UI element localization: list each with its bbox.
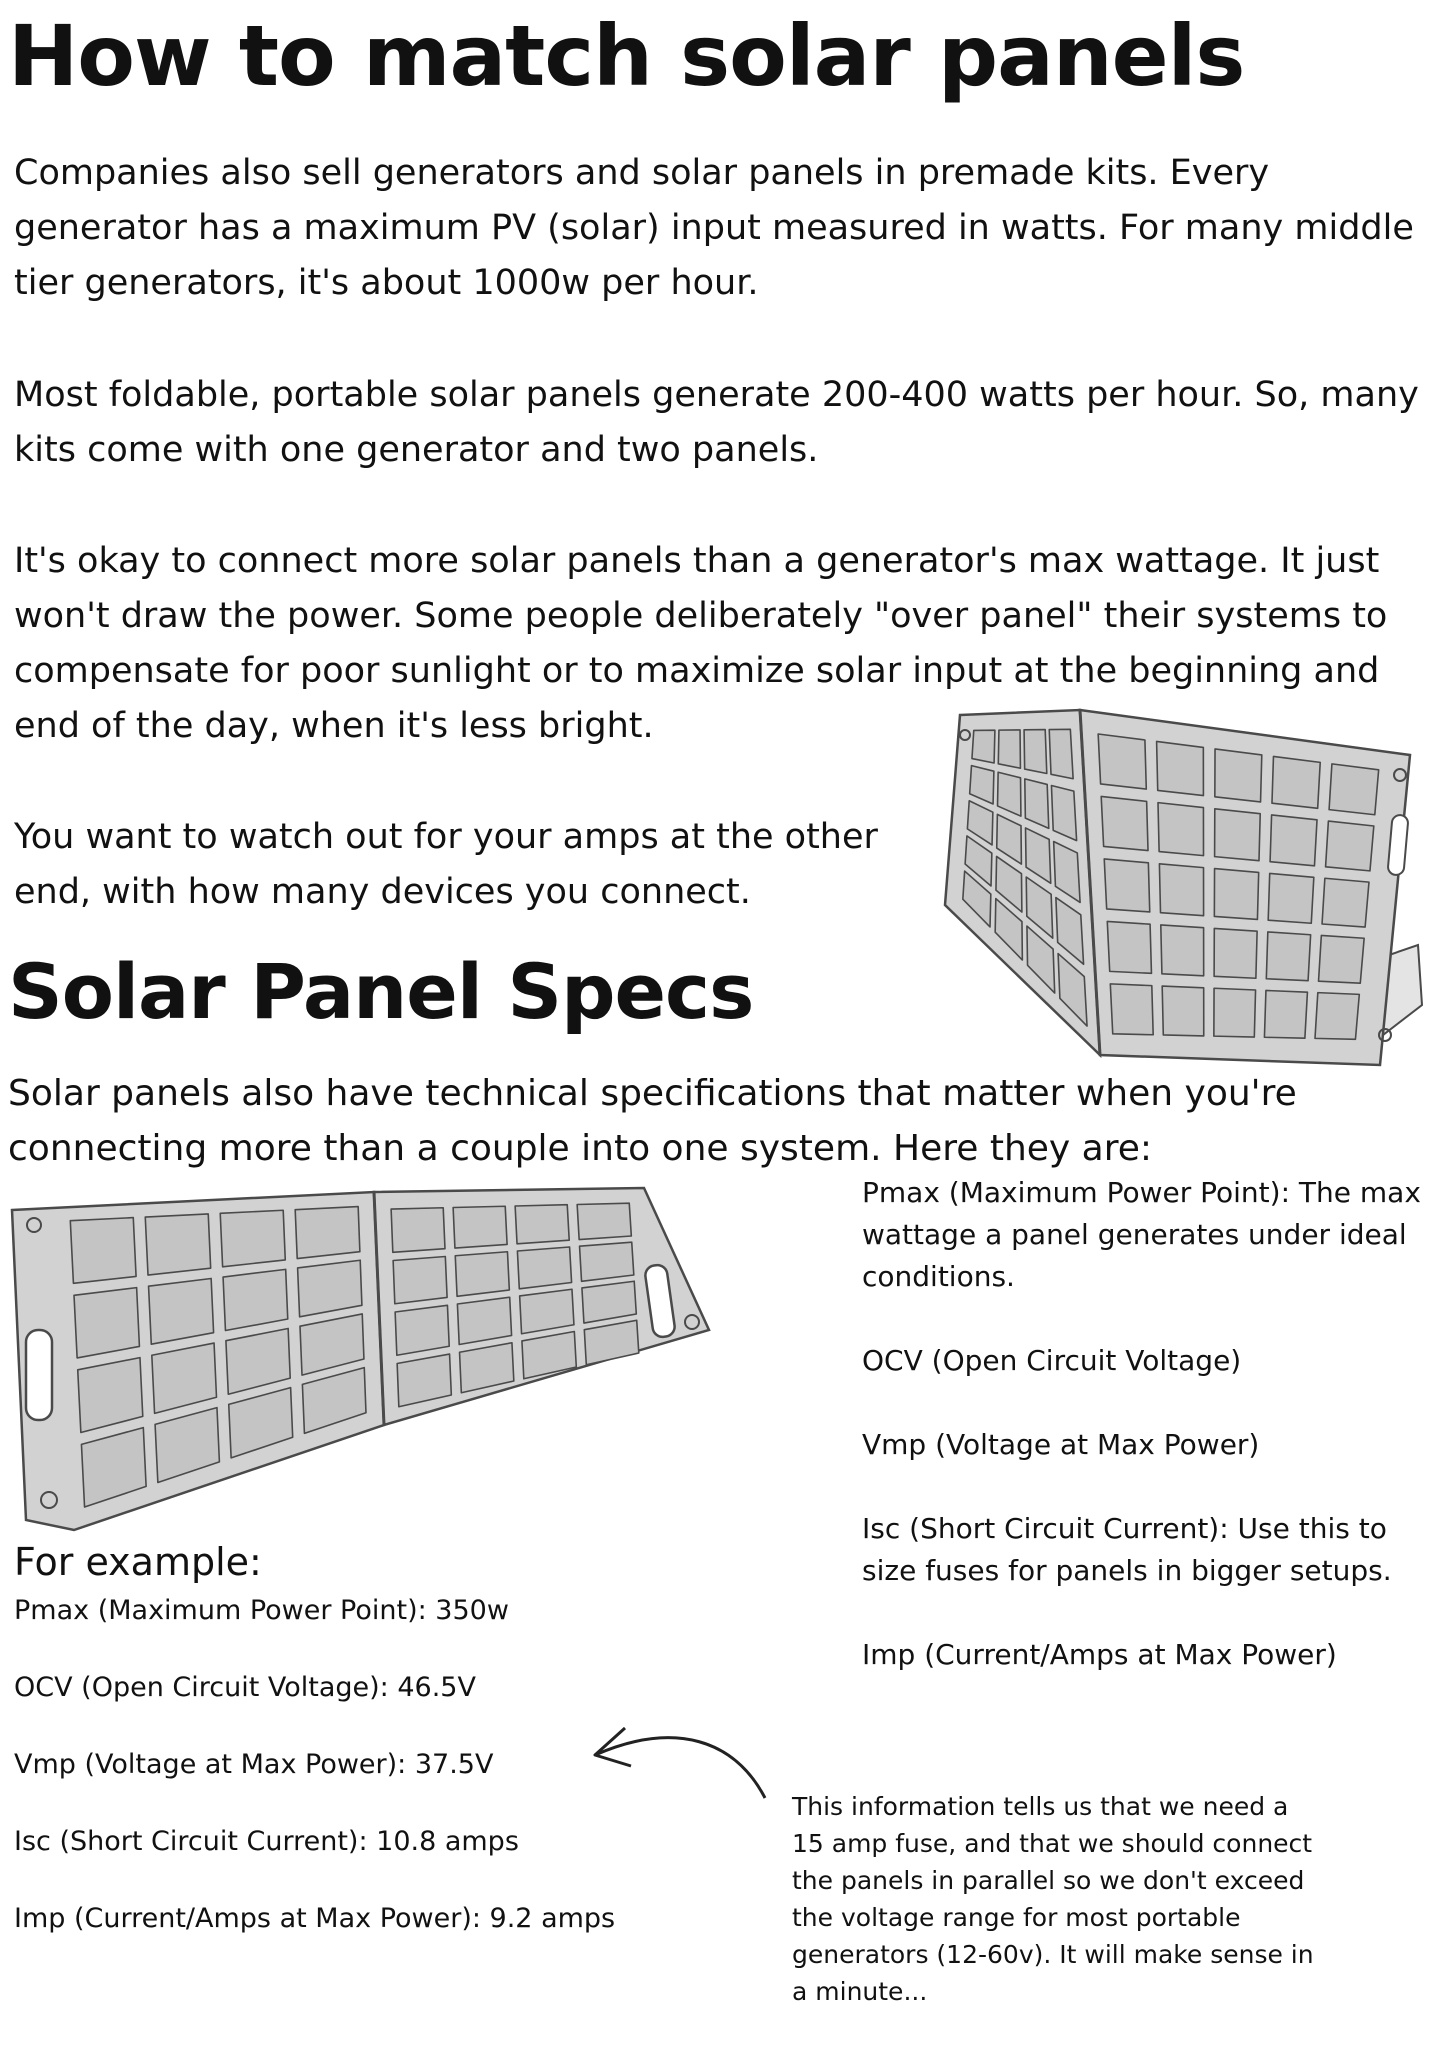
intro-paragraph-2: Most foldable, portable solar panels generate 200-400 watts per hour. So, many kits come with one generator and two panels. xyxy=(14,375,1419,470)
spec-definition-ocv: OCV (Open Circuit Voltage) xyxy=(862,1344,1242,1377)
spec-definition-imp: Imp (Current/Amps at Max Power) xyxy=(862,1638,1337,1671)
spec-definition-pmax: Pmax (Maximum Power Point): The max wattage a panel generates under ideal conditions. xyxy=(862,1176,1421,1293)
solar-panel-illustration xyxy=(930,705,1430,1075)
solar-panel-illustration xyxy=(4,1180,714,1550)
example-value-pmax: Pmax (Maximum Power Point): 350w xyxy=(14,1595,509,1626)
example-heading: For example: xyxy=(14,1540,262,1584)
specs-heading: Solar Panel Specs xyxy=(8,947,754,1036)
intro-paragraph-1: Companies also sell generators and solar panels in premade kits. Every generator has a maximum PV (solar) input measured in watts. For many middle tier generators, it's about 1000w per hour. xyxy=(14,153,1414,303)
intro-paragraph-4: You want to watch out for your amps at the other end, with how many devices you connect. xyxy=(14,817,878,912)
page-title: How to match solar panels xyxy=(8,7,1245,105)
spec-definitions-list xyxy=(862,1172,1442,1718)
curved-arrow-icon xyxy=(585,1700,775,1810)
example-values-list xyxy=(14,1592,634,1977)
example-value-vmp: Vmp (Voltage at Max Power): 37.5V xyxy=(14,1749,494,1780)
intro-paragraph-3: It's okay to connect more solar panels than a generator's max wattage. It just won't draw the power. Some people deliberately "over panel" their systems to compensate for poor sunlight or to maximize solar input at the beginning and end of the day, when it's less bright. xyxy=(14,541,1388,746)
example-note: This information tells us that we need a 15 amp fuse, and that we should connect the panels in parallel so we don't exceed the voltage range for most portable generators (12-60v). It will make sense in a minute... xyxy=(792,1792,1314,2006)
example-value-ocv: OCV (Open Circuit Voltage): 46.5V xyxy=(14,1672,476,1703)
example-value-isc: Isc (Short Circuit Current): 10.8 amps xyxy=(14,1826,519,1857)
spec-definition-vmp: Vmp (Voltage at Max Power) xyxy=(862,1428,1260,1461)
spec-definition-isc: Isc (Short Circuit Current): Use this to size fuses for panels in bigger setups. xyxy=(862,1512,1392,1587)
specs-intro: Solar panels also have technical specifications that matter when you're connecting more than a couple into one system. Here they are: xyxy=(8,1073,1297,1169)
example-value-imp: Imp (Current/Amps at Max Power): 9.2 amps xyxy=(14,1903,616,1934)
